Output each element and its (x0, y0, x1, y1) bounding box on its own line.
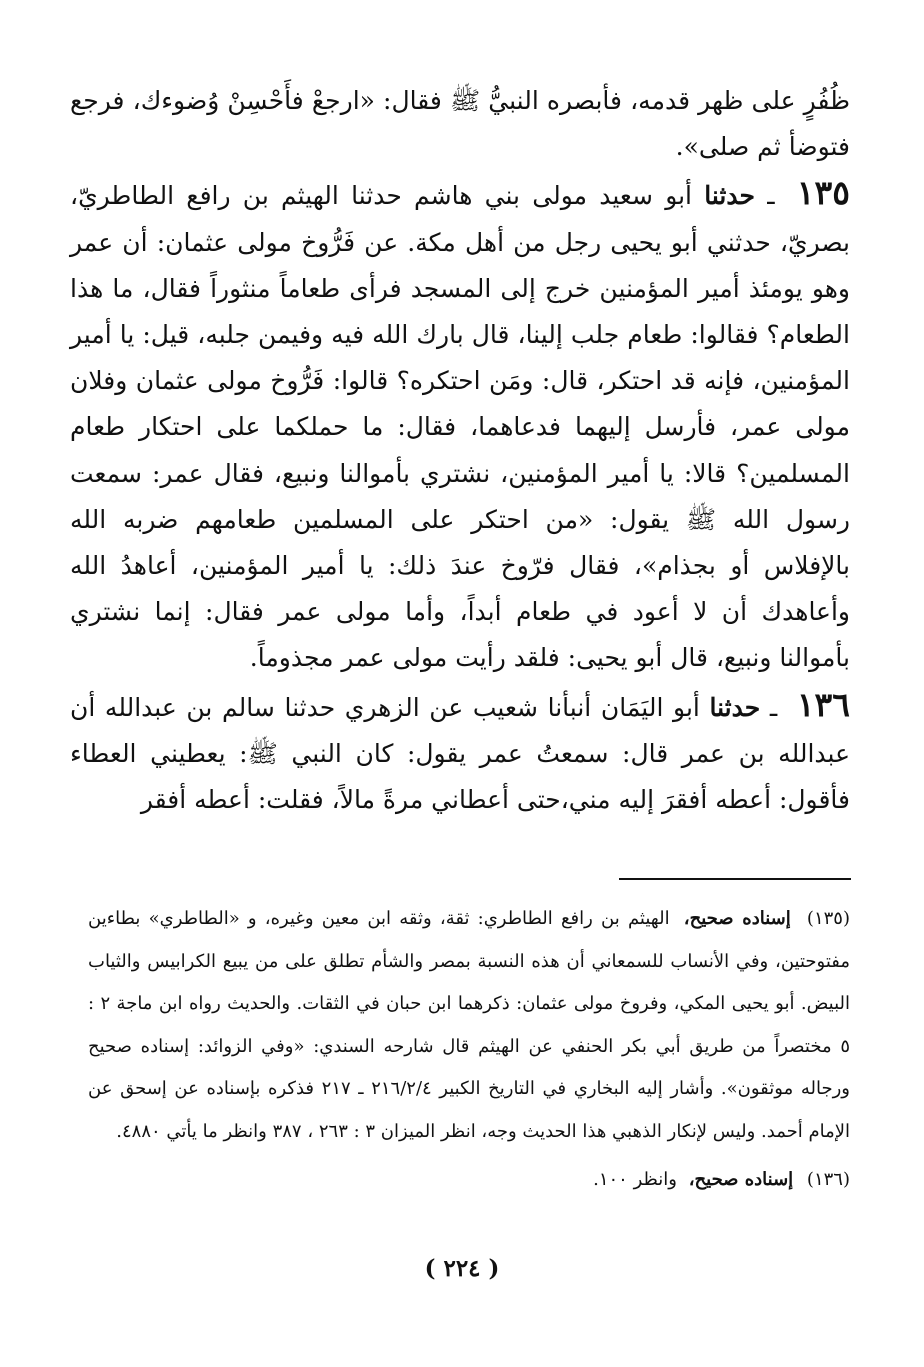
hadith-136-paragraph (70, 682, 850, 824)
hadith-135-dash: ـ (767, 181, 775, 211)
page-body (70, 78, 850, 823)
hadith-136-text: أبو اليَمَان أنبأنا شعيب عن الزهري حدثنا سالم بن عبدالله أن عبدالله بن عمر قال: سمعتُ عمر يقول: كان النبي ﷺ: يعطيني العطاء فأقول: أعطه أفقرَ إليه مني،حتى أعطاني مرةً مالاً، فقلت: أعطه أفقر (70, 692, 850, 815)
footnote-136-number: (١٣٦) (806, 1169, 850, 1190)
footnote-135-number: (١٣٥) (806, 908, 850, 929)
hadith-136-opening: حدثنا (709, 692, 761, 722)
footnote-135 (88, 898, 850, 1153)
continuation-paragraph: ظُفُرٍ على ظهر قدمه، فأبصره النبيُّ ﷺ فقال: «ارجعْ فأَحْسِنْ وُضوءك، فرجع فتوضأ ثم صلى». (70, 86, 850, 162)
hadith-136-number: ١٣٦ (796, 684, 851, 724)
footnote-divider (619, 878, 851, 880)
hadith-136-dash: ـ (769, 692, 778, 722)
hadith-135-text: أبو سعيد مولى بني هاشم حدثنا الهيثم بن رافع الطاطريّ، بصريّ، حدثني أبو يحيى رجل من أهل مكة. عن فَرُّوخ مولى عثمان: أن عمر وهو يومئذ أمير المؤمنين خرج إلى المسجد فرأى طعاماً منثوراً فقال، ما هذا الطعام؟ فقالوا: طعام جلب إلينا، قال بارك الله فيه وفيمن جلبه، قيل: يا أمير المؤمنين، فإنه قد احتكر، قال: ومَن احتكره؟ قالوا: فَرُّوخ مولى عثمان وفلان مولى عمر، فأرسل إليهما فدعاهما، فقال: ما حملكما على احتكار طعام المسلمين؟ قالا: يا أمير المؤمنين، نشتري بأموالنا ونبيع، فقال عمر: سمعت رسول الله ﷺ يقول: «من احتكر على المسلمين طعامهم ضربه الله بالإفلاس أو بجذام»، فقال فرّوخ عندَ ذلك: يا أمير المؤمنين، أعاهدُ الله وأعاهدك أن لا أعود في طعام أبداً، وأما مولى عمر فقال: إنما نشتري بأموالنا ونبيع، قال أبو يحيى: فلقد رأيت مولى عمر مجذوماً. (70, 181, 850, 673)
footnotes (88, 898, 850, 1202)
footnote-136-text: وانظر ١٠٠. (593, 1169, 677, 1190)
hadith-135-paragraph (70, 170, 850, 681)
footnote-136 (88, 1159, 850, 1202)
footnote-136-status: إسناده صحيح، (688, 1169, 794, 1190)
hadith-135-number: ١٣٥ (796, 173, 850, 213)
footnote-135-status: إسناده صحيح، (683, 908, 791, 929)
page-number: ( ٢٢٤ ) (424, 1255, 500, 1282)
footnote-135-text: الهيثم بن رافع الطاطري: ثقة، وثقه ابن معين وغيره، و «الطاطري» بطاءين مفتوحتين، وفي الأنساب للسمعاني أن هذه النسبة بمصر والشأم تطلق على من يبيع الكرابيس والثياب البيض. أبو يحيى المكي، وفروخ مولى عثمان: ذكرهما ابن حبان في الثقات. والحديث رواه ابن ماجة ٢ : ٥ مختصراً من طريق أبي بكر الحنفي عن الهيثم قال شارحه السندي: «وفي الزوائد: إسناده صحيح ورجاله موثقون». وأشار إليه البخاري في التاريخ الكبير ٢١٦/٢/٤ ـ ٢١٧ فذكره بإسناده عن إسحق عن الإمام أحمد. وليس لإنكار الذهبي هذا الحديث وجه، انظر الميزان ٣ : ٢٦٣ ، ٣٨٧ وانظر ما يأتي ٤٨٨٠. (88, 908, 850, 1142)
hadith-135-opening: حدثنا (704, 181, 755, 211)
main-text (70, 78, 850, 823)
